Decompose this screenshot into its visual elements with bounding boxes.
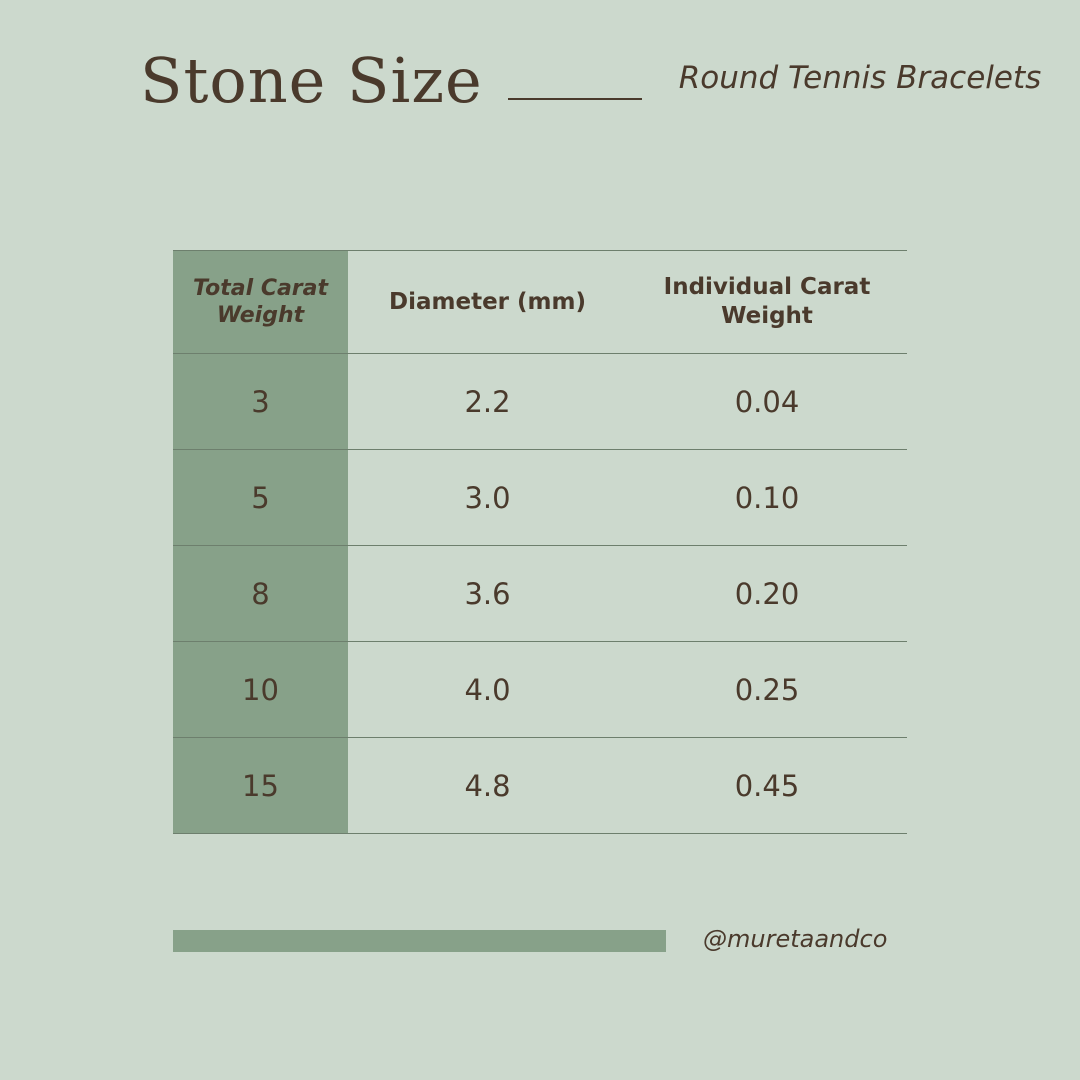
- table-row: [173, 642, 907, 738]
- column-header-diameter: Diameter (mm): [348, 251, 627, 354]
- cell-individual-carat-weight: 0.45: [627, 738, 907, 834]
- header: [140, 44, 1042, 160]
- stone-size-table: [173, 250, 907, 834]
- page-title: Stone Size: [140, 44, 483, 117]
- cell-total-carat-weight: 8: [173, 546, 348, 642]
- cell-individual-carat-weight: 0.25: [627, 642, 907, 738]
- page-subtitle: Round Tennis Bracelets: [678, 60, 1042, 96]
- table: [173, 250, 907, 834]
- cell-diameter: 3.0: [348, 450, 627, 546]
- cell-total-carat-weight: 10: [173, 642, 348, 738]
- cell-total-carat-weight: 5: [173, 450, 348, 546]
- title-divider: [508, 98, 642, 100]
- cell-diameter: 4.8: [348, 738, 627, 834]
- footer-accent-bar: [173, 930, 666, 952]
- footer: [173, 925, 913, 965]
- cell-total-carat-weight: 3: [173, 354, 348, 450]
- cell-diameter: 3.6: [348, 546, 627, 642]
- cell-total-carat-weight: 15: [173, 738, 348, 834]
- table-row: [173, 354, 907, 450]
- social-handle: @muretaandco: [703, 925, 888, 953]
- cell-individual-carat-weight: 0.04: [627, 354, 907, 450]
- cell-diameter: 2.2: [348, 354, 627, 450]
- cell-individual-carat-weight: 0.10: [627, 450, 907, 546]
- table-body: [173, 354, 907, 834]
- cell-diameter: 4.0: [348, 642, 627, 738]
- column-header-individual-carat-weight: Individual Carat Weight: [627, 251, 907, 354]
- column-header-total-carat-weight: Total Carat Weight: [173, 251, 348, 354]
- cell-individual-carat-weight: 0.20: [627, 546, 907, 642]
- table-row: [173, 450, 907, 546]
- table-row: [173, 546, 907, 642]
- table-header-row: [173, 251, 907, 354]
- table-header: [173, 251, 907, 354]
- table-row: [173, 738, 907, 834]
